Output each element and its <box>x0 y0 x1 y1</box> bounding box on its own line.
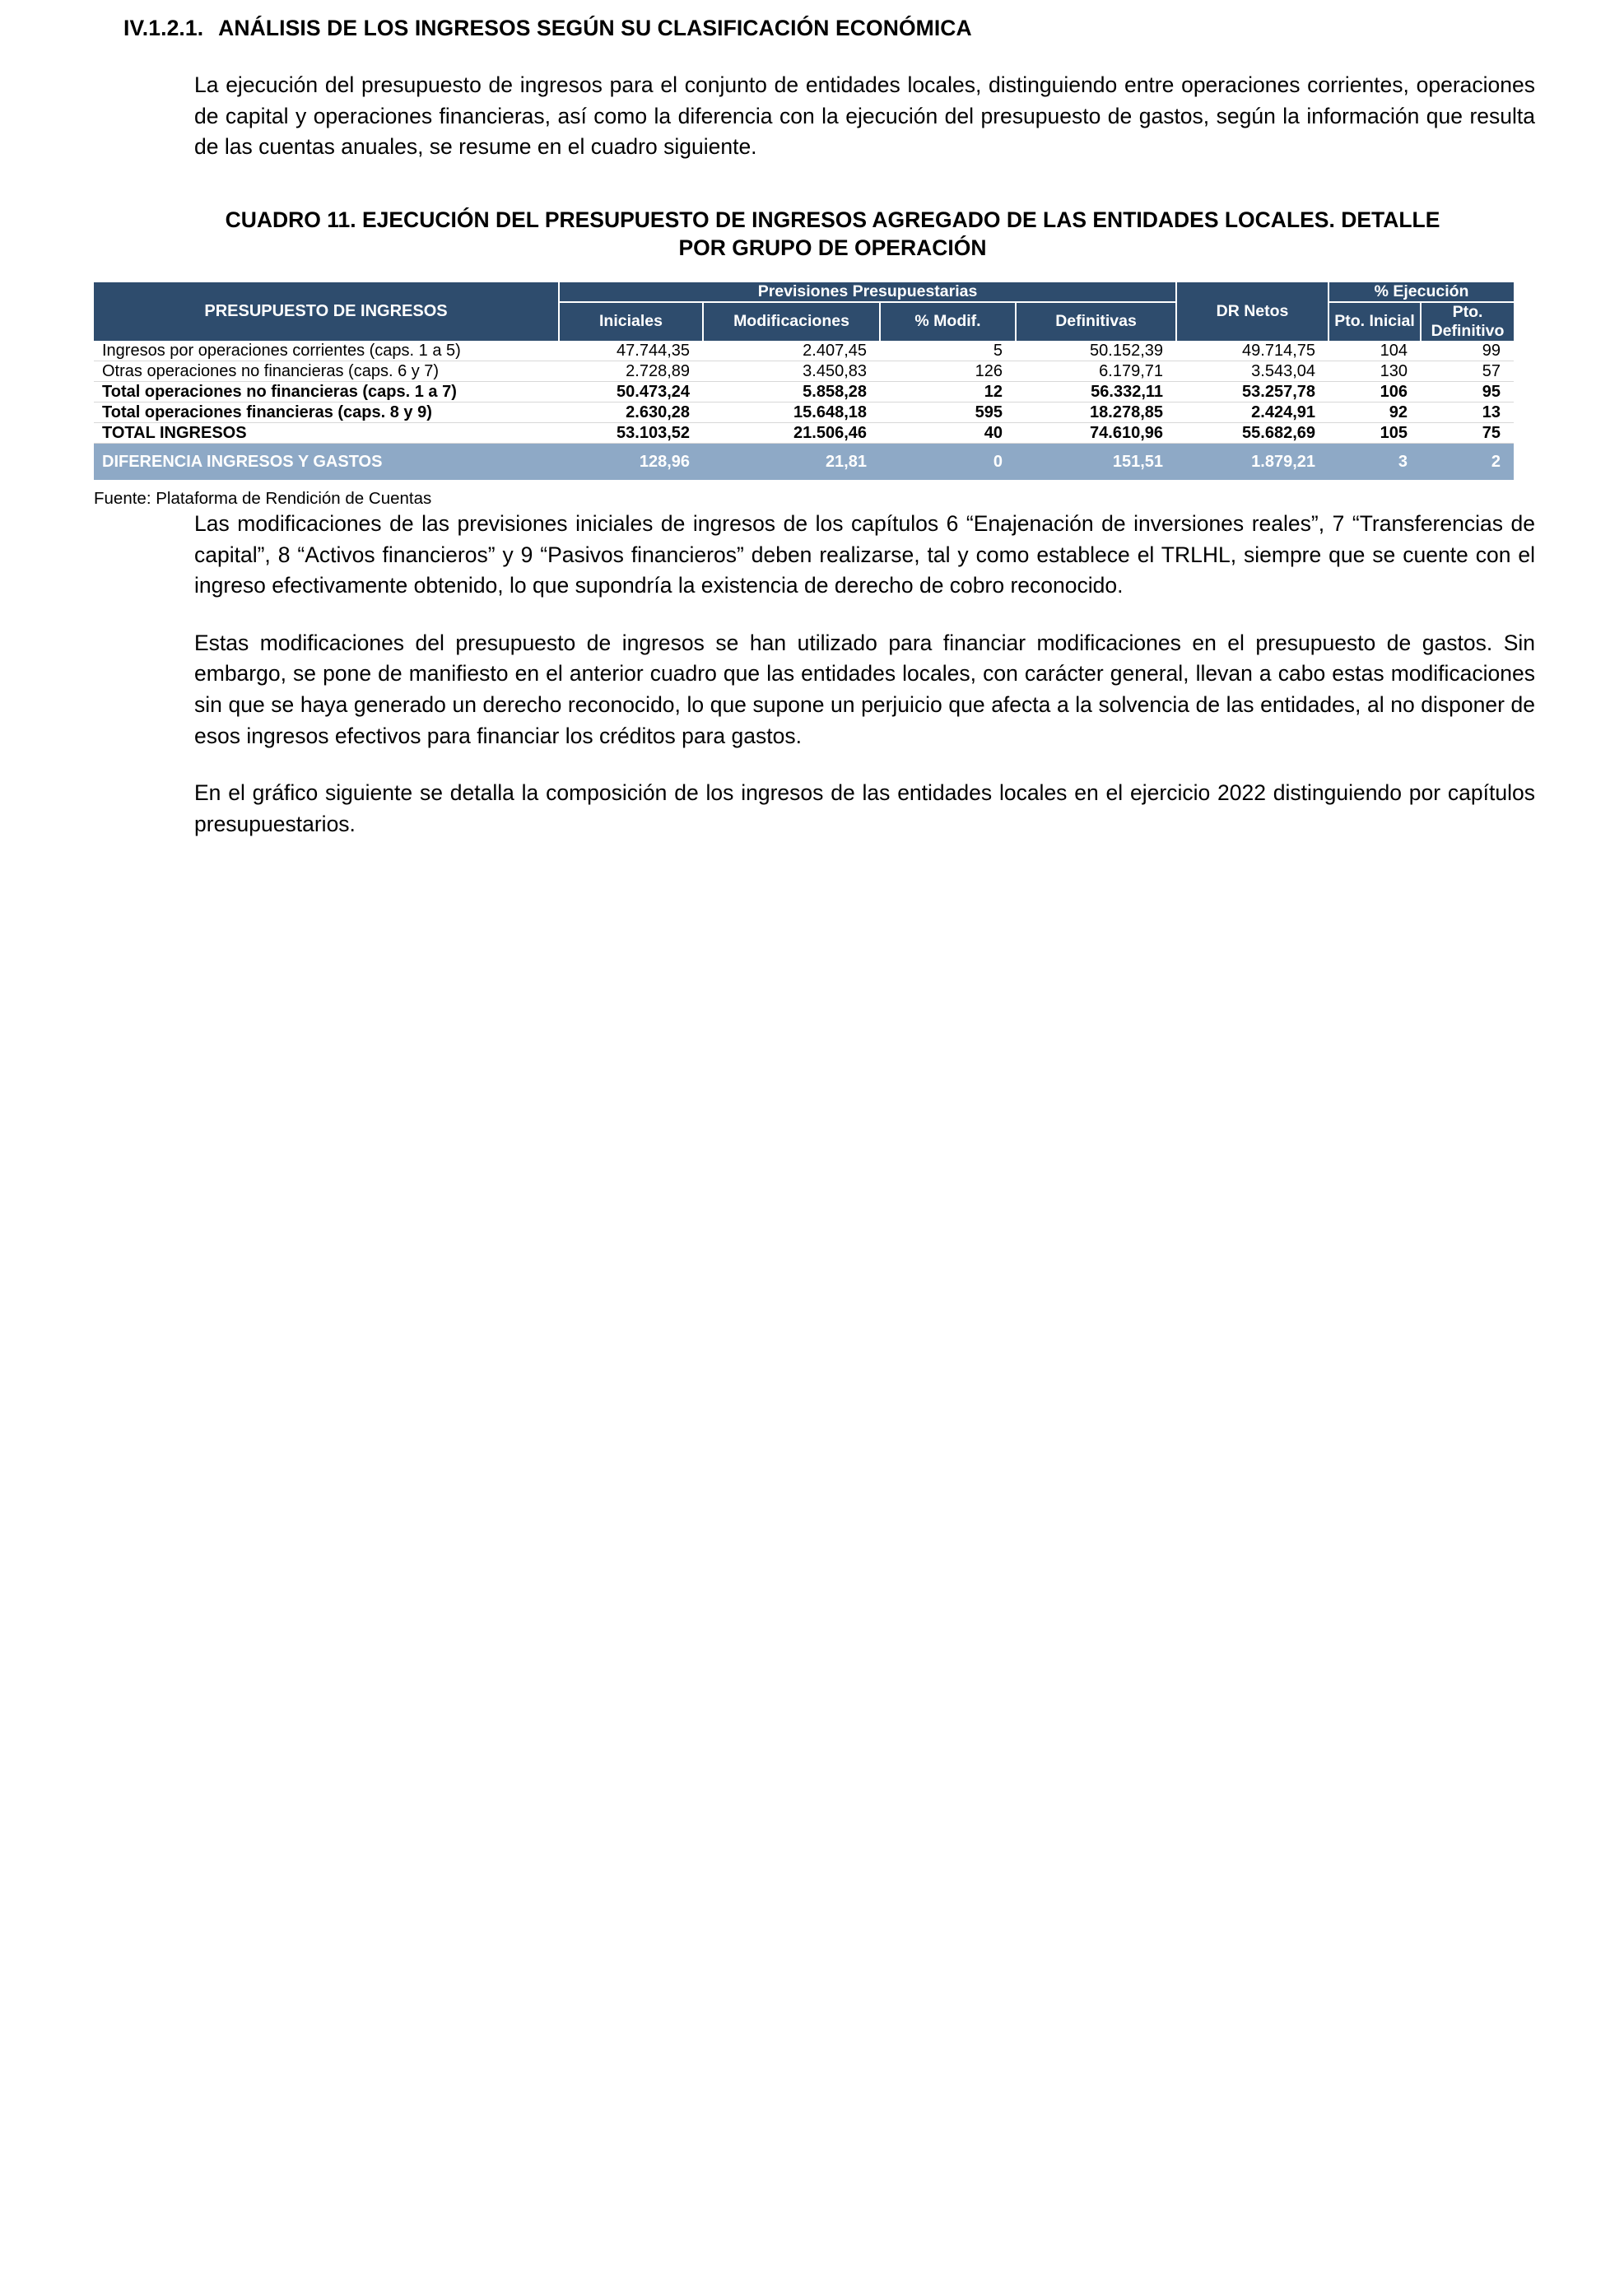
cell-modificaciones: 3.450,83 <box>703 361 880 381</box>
cell-dr-netos: 1.879,21 <box>1176 443 1329 480</box>
cell-label: DIFERENCIA INGRESOS Y GASTOS <box>94 443 559 480</box>
paragraph-1: Las modificaciones de las previsiones iniciales de ingresos de los capítulos 6 “Enajenación de inversiones reales”, 7 “Transferencias de capital”, 8 “Activos financieros” y 9 “Pasivos financieros” deben realizarse, tal y como establece el TRLHL, siempre que se cuente con el ingreso efectivamente obtenido, lo que supondría la existencia de derecho de cobro reconocido. <box>194 510 1535 598</box>
cell-pto-inicial: 92 <box>1329 402 1421 422</box>
cell-iniciales: 53.103,52 <box>559 422 703 443</box>
cell-modificaciones: 21,81 <box>703 443 880 480</box>
cell-iniciales: 2.630,28 <box>559 402 703 422</box>
table-source: Fuente: Plataforma de Rendición de Cuentas <box>94 488 432 508</box>
cell-definitivas: 56.332,11 <box>1016 381 1176 402</box>
cell-pto-inicial: 104 <box>1329 341 1421 361</box>
cell-label: TOTAL INGRESOS <box>94 422 559 443</box>
cell-pct-modif: 126 <box>880 361 1016 381</box>
cell-pto-definitivo: 13 <box>1421 402 1514 422</box>
cell-pto-inicial: 105 <box>1329 422 1421 443</box>
cell-pct-modif: 12 <box>880 381 1016 402</box>
cell-pto-inicial: 106 <box>1329 381 1421 402</box>
header-modificaciones: Modificaciones <box>703 302 880 341</box>
cuadro-11-table <box>94 282 1514 481</box>
cell-modificaciones: 21.506,46 <box>703 422 880 443</box>
header-pct-modif: % Modif. <box>880 302 1016 341</box>
cell-definitivas: 50.152,39 <box>1016 341 1176 361</box>
cell-pto-definitivo: 57 <box>1421 361 1514 381</box>
page-title <box>123 15 1542 42</box>
section-number: IV.1.2.1. <box>123 16 204 40</box>
header-pct-ejecucion: % Ejecución <box>1329 282 1514 302</box>
cell-definitivas: 18.278,85 <box>1016 402 1176 422</box>
cell-dr-netos: 53.257,78 <box>1176 381 1329 402</box>
cell-label: Otras operaciones no financieras (caps. 6 y 7) <box>94 361 559 381</box>
cell-definitivas: 74.610,96 <box>1016 422 1176 443</box>
section-title-text: ANÁLISIS DE LOS INGRESOS SEGÚN SU CLASIFICACIÓN ECONÓMICA <box>218 16 972 40</box>
table-caption: CUADRO 11. EJECUCIÓN DEL PRESUPUESTO DE INGRESOS AGREGADO DE LAS ENTIDADES LOCALES. DETALLE POR GRUPO DE OPERACIÓN <box>225 207 1440 261</box>
cell-modificaciones: 5.858,28 <box>703 381 880 402</box>
cell-modificaciones: 2.407,45 <box>703 341 880 361</box>
cell-iniciales: 50.473,24 <box>559 381 703 402</box>
cell-pct-modif: 0 <box>880 443 1016 480</box>
header-definitivas: Definitivas <box>1016 302 1176 341</box>
cell-pct-modif: 5 <box>880 341 1016 361</box>
header-presupuesto-de-ingresos: PRESUPUESTO DE INGRESOS <box>94 282 559 341</box>
cell-dr-netos: 49.714,75 <box>1176 341 1329 361</box>
table-row <box>94 402 1514 422</box>
cell-pto-definitivo: 95 <box>1421 381 1514 402</box>
cell-pto-definitivo: 75 <box>1421 422 1514 443</box>
header-previsiones-presupuestarias: Previsiones Presupuestarias <box>559 282 1176 302</box>
cell-pct-modif: 40 <box>880 422 1016 443</box>
cell-definitivas: 6.179,71 <box>1016 361 1176 381</box>
cell-label: Ingresos por operaciones corrientes (caps. 1 a 5) <box>94 341 559 361</box>
cell-pto-definitivo: 2 <box>1421 443 1514 480</box>
intro-paragraph: La ejecución del presupuesto de ingresos para el conjunto de entidades locales, distinguiendo entre operaciones corrientes, operaciones de capital y operaciones financieras, así como la diferencia con la ejecución del presupuesto de gastos, según la información que resulta de las cuentas anuales, se resume en el cuadro siguiente. <box>194 72 1535 160</box>
cell-iniciales: 47.744,35 <box>559 341 703 361</box>
header-dr-netos: DR Netos <box>1176 282 1329 341</box>
cell-label: Total operaciones financieras (caps. 8 y 9) <box>94 402 559 422</box>
header-iniciales: Iniciales <box>559 302 703 341</box>
header-pto-inicial: Pto. Inicial <box>1329 302 1421 341</box>
paragraph-2: Estas modificaciones del presupuesto de ingresos se han utilizado para financiar modificaciones en el presupuesto de gastos. Sin embargo, se pone de manifiesto en el anterior cuadro que las entidades locales, con carácter general, llevan a cabo estas modificaciones sin que se haya generado un derecho reconocido, lo que supone un perjuicio que afecta a la solvencia de las entidades, al no disponer de esos ingresos efectivos para financiar los créditos para gastos. <box>194 630 1535 748</box>
cell-pto-inicial: 3 <box>1329 443 1421 480</box>
cell-iniciales: 2.728,89 <box>559 361 703 381</box>
table-row <box>94 341 1514 361</box>
cell-pto-definitivo: 99 <box>1421 341 1514 361</box>
header-pto-definitivo: Pto. Definitivo <box>1421 302 1514 341</box>
cell-dr-netos: 55.682,69 <box>1176 422 1329 443</box>
cell-pto-inicial: 130 <box>1329 361 1421 381</box>
cell-iniciales: 128,96 <box>559 443 703 480</box>
table-row <box>94 361 1514 381</box>
paragraph-3: En el gráfico siguiente se detalla la composición de los ingresos de las entidades locales en el ejercicio 2022 distinguiendo por capítulos presupuestarios. <box>194 780 1535 836</box>
table-header-row-1 <box>94 282 1514 302</box>
cell-pct-modif: 595 <box>880 402 1016 422</box>
cell-label: Total operaciones no financieras (caps. 1 a 7) <box>94 381 559 402</box>
table-row <box>94 381 1514 402</box>
cell-modificaciones: 15.648,18 <box>703 402 880 422</box>
table-row <box>94 422 1514 443</box>
table-row-highlight <box>94 443 1514 480</box>
cell-dr-netos: 2.424,91 <box>1176 402 1329 422</box>
cell-dr-netos: 3.543,04 <box>1176 361 1329 381</box>
cell-definitivas: 151,51 <box>1016 443 1176 480</box>
